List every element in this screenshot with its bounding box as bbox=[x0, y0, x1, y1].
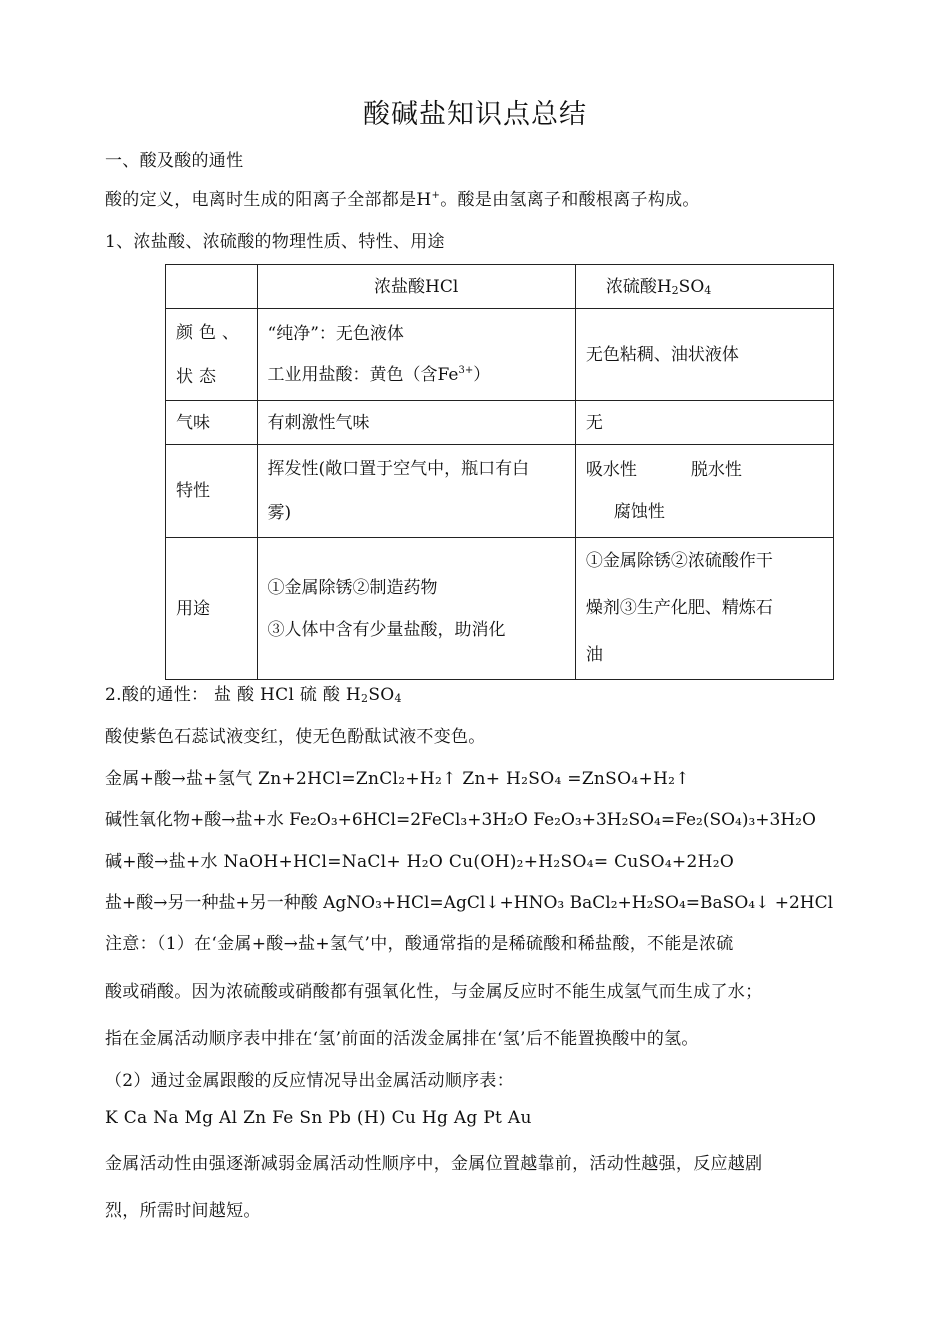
oxide-acid-reaction: 碱性氧化物+酸→盐+水 Fe₂O₃+6HCl=2FeCl₃+3H₂O Fe₂O₃+3H₂SO₄=Fe₂(SO₄)₃+3H₂O bbox=[105, 810, 816, 830]
row-label-odor: 气味 bbox=[166, 401, 258, 445]
hcl-color-line2-end: ） bbox=[473, 364, 491, 385]
fe-charge-sup: 3+ bbox=[458, 364, 474, 376]
table-header-h2so4 bbox=[575, 265, 833, 309]
hcl-color-state bbox=[257, 309, 575, 401]
h2so4-uses-line3: 油 bbox=[585, 645, 603, 665]
h2so4-uses bbox=[575, 538, 833, 680]
table-header-hcl: 浓盐酸HCl bbox=[257, 265, 575, 309]
hcl-color-line1: “纯净”：无色液体 bbox=[267, 323, 404, 344]
activity-explanation-2: 烈，所需时间越短。 bbox=[105, 1201, 261, 1221]
general-heading-text: 2.酸的通性： 盐 酸 HCl 硫 酸 H bbox=[105, 685, 362, 705]
definition-sup: + bbox=[431, 190, 441, 201]
hcl-color-line2 bbox=[268, 355, 565, 396]
h2so4-odor: 无 bbox=[575, 401, 833, 445]
subsection-heading-general bbox=[105, 680, 402, 705]
hcl-color-line2-text: 工业用盐酸：黄色（含Fe bbox=[267, 364, 459, 385]
hcl-uses-line1: ①金属除锈②制造药物 bbox=[267, 577, 438, 598]
table-row bbox=[166, 401, 834, 445]
general-heading-sub2: 2 bbox=[361, 692, 369, 705]
row-label-uses: 用途 bbox=[166, 538, 258, 680]
table-row bbox=[166, 309, 834, 401]
general-heading-sub4: 4 bbox=[394, 692, 402, 705]
hcl-uses-line2: ③人体中含有少量盐酸，助消化 bbox=[267, 619, 506, 640]
h2so4-color-state: 无色粘稠、油状液体 bbox=[575, 309, 833, 401]
general-heading-so: SO bbox=[368, 685, 395, 705]
definition-text-b: 。酸是由氢离子和酸根离子构成。 bbox=[440, 190, 700, 210]
row-label-color-state: 颜色、状态 bbox=[166, 309, 258, 401]
base-acid-reaction: 碱+酸→盐+水 NaOH+HCl=NaCl+ H₂O Cu(OH)₂+H₂SO₄= CuSO₄+2H₂O bbox=[105, 852, 735, 872]
hcl-char-line2: 雾) bbox=[267, 503, 292, 523]
table-row bbox=[166, 538, 834, 680]
subsection-heading-properties: 1、浓盐酸、浓硫酸的物理性质、特性、用途 bbox=[105, 232, 445, 252]
activity-series: K Ca Na Mg Al Zn Fe Sn Pb (H) Cu Hg Ag Pt Au bbox=[105, 1108, 532, 1128]
hcl-characteristics bbox=[257, 445, 575, 538]
note-line-3: 指在金属活动顺序表中排在‘氢’前面的活泼金属排在‘氢’后不能置换酸中的氢。 bbox=[105, 1029, 699, 1049]
note-line-4: （2）通过金属跟酸的反应情况导出金属活动顺序表： bbox=[105, 1071, 515, 1091]
note-line-2: 酸或硝酸。因为浓硫酸或硝酸都有强氧化性，与金属反应时不能生成氢气而生成了水； bbox=[105, 982, 763, 1002]
salt-acid-reaction: 盐+酸→另一种盐+另一种酸 AgNO₃+HCl=AgCl↓+HNO₃ BaCl₂+H₂SO₄=BaSO₄↓ +2HCl bbox=[105, 893, 834, 913]
hcl-char-line1: 挥发性(敞口置于空气中，瓶口有白 bbox=[267, 459, 530, 479]
h2so4-header-sub2: 2 bbox=[671, 283, 679, 297]
hcl-odor: 有刺激性气味 bbox=[257, 401, 575, 445]
definition-text-a: 酸的定义，电离时生成的阳离子全部都是H bbox=[105, 190, 432, 210]
h2so4-uses-line2: 燥剂③生产化肥、精炼石 bbox=[585, 598, 773, 618]
acid-definition bbox=[105, 185, 700, 210]
page-title: 酸碱盐知识点总结 bbox=[363, 99, 587, 130]
h2so4-char-line2: 腐蚀性 bbox=[613, 502, 665, 522]
hcl-uses bbox=[257, 538, 575, 680]
h2so4-header-sub4: 4 bbox=[704, 283, 712, 297]
h2so4-header-text: 浓硫酸H bbox=[605, 276, 672, 297]
table-row bbox=[166, 445, 834, 538]
section-heading-acids: 一、酸及酸的通性 bbox=[105, 151, 244, 171]
h2so4-header-so: SO bbox=[678, 276, 705, 297]
properties-table bbox=[165, 264, 834, 680]
h2so4-char-line1: 吸水性 脱水性 bbox=[585, 460, 742, 480]
activity-explanation-1: 金属活动性由强逐渐减弱金属活动性顺序中，金属位置越靠前，活动性越强，反应越剧 bbox=[105, 1154, 763, 1174]
metal-acid-reaction: 金属+酸→盐+氢气 Zn+2HCl=ZnCl₂+H₂↑ Zn+ H₂SO₄ =ZnSO₄+H₂↑ bbox=[105, 769, 690, 789]
note-line-1: 注意：（1）在‘金属+酸→盐+氢气’中，酸通常指的是稀硫酸和稀盐酸，不能是浓硫 bbox=[105, 934, 734, 954]
indicator-line: 酸使紫色石蕊试液变红，使无色酚酞试液不变色。 bbox=[105, 727, 486, 747]
table-header-row bbox=[166, 265, 834, 309]
h2so4-characteristics bbox=[575, 445, 833, 538]
row-label-characteristics: 特性 bbox=[166, 445, 258, 538]
h2so4-uses-line1: ①金属除锈②浓硫酸作干 bbox=[585, 551, 773, 571]
table-header-empty bbox=[166, 265, 258, 309]
